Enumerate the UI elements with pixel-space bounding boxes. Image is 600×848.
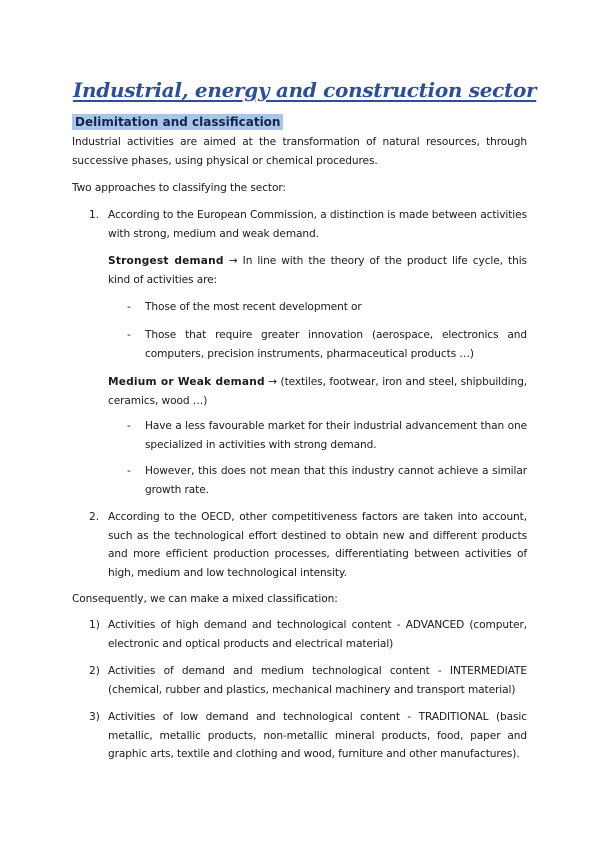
approaches-intro: Two approaches to classifying the sector: <box>72 182 286 194</box>
approach-1-number: 1. <box>89 209 100 221</box>
strongest-bullet-2: Those that require greater innovation (aerospace, electronics and computers, precision instruments, pharmaceutical products …) <box>145 329 527 360</box>
medium-weak-text: (textiles, footwear, iron and steel, shipbuilding, ceramics, wood …) <box>108 376 527 407</box>
medium-weak-bullet-1: Have a less favourable market for their industrial advancement than one specialized in activities with strong demand. <box>145 420 527 451</box>
mixed-item-2-number: 2) <box>89 665 100 677</box>
strongest-demand-paragraph <box>108 252 527 289</box>
medium-weak-label: Medium or Weak demand <box>108 376 265 388</box>
strongest-demand-text: In line with the theory of the product life cycle, this kind of activities are: <box>108 255 527 286</box>
bullet-marker: - <box>127 420 131 432</box>
mixed-item-1-number: 1) <box>89 619 100 631</box>
bullet-marker: - <box>127 465 131 477</box>
arrow-icon: → <box>228 255 238 267</box>
medium-weak-paragraph <box>108 373 527 410</box>
bullet-marker: - <box>127 301 131 313</box>
approach-2-text: According to the OECD, other competitiveness factors are taken into account, such as the technological effort destined to obtain new and different products and more efficient production processes, differentiating between activities of high, medium and low technological intensity. <box>108 511 527 579</box>
medium-weak-bullet-2: However, this does not mean that this industry cannot achieve a similar growth rate. <box>145 465 527 496</box>
intro-paragraph: Industrial activities are aimed at the transformation of natural resources, through successive phases, using physical or chemical procedures. <box>72 136 527 167</box>
mixed-intro: Consequently, we can make a mixed classification: <box>72 593 338 605</box>
mixed-item-1-text: Activities of high demand and technological content - ADVANCED (computer, electronic and optical products and electrical material) <box>108 619 527 650</box>
arrow-icon: → <box>268 376 278 388</box>
bullet-marker: - <box>127 329 131 341</box>
approach-1-text: According to the European Commission, a distinction is made between activities with strong, medium and weak demand. <box>108 209 527 240</box>
mixed-item-3-text: Activities of low demand and technological content - TRADITIONAL (basic metallic, metallic products, non-metallic mineral products, food, paper and graphic arts, textile and clothing and wood, furniture and other manufactures). <box>108 711 527 760</box>
mixed-item-2-text: Activities of demand and medium technological content - INTERMEDIATE (chemical, rubber and plastics, mechanical machinery and transport material) <box>108 665 527 696</box>
approach-2-number: 2. <box>89 511 100 523</box>
document-title: Industrial, energy and construction sector <box>73 78 537 102</box>
mixed-item-3-number: 3) <box>89 711 100 723</box>
section-heading: Delimitation and classification <box>72 114 283 130</box>
strongest-bullet-1: Those of the most recent development or <box>145 301 362 313</box>
strongest-demand-label: Strongest demand <box>108 255 224 267</box>
